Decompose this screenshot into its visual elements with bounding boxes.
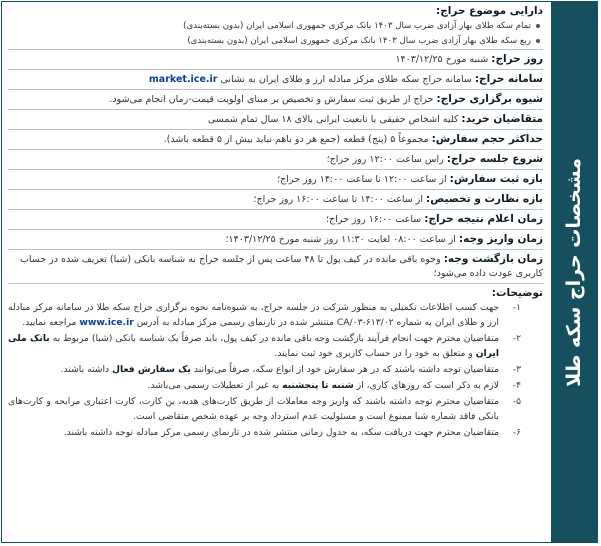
note-item — [8, 331, 543, 361]
note-number: ۱- — [512, 302, 521, 313]
note-number: ۵- — [512, 396, 521, 407]
row-method — [8, 90, 543, 110]
row-max-order — [8, 130, 543, 150]
market-link[interactable]: market.ice.ir — [148, 74, 218, 85]
assets-block — [8, 2, 543, 50]
row-buyers — [8, 110, 543, 130]
system-value: سامانه حراج سکه طلای مرکز مبادله ارز و طلای ایران به نشانی — [220, 74, 472, 85]
row-date — [8, 50, 543, 70]
supervision-label: بازه نظارت و تخصیص: — [426, 193, 543, 205]
content — [2, 2, 551, 542]
note-emphasis: یک سفارش فعال — [112, 364, 191, 375]
note-number: ۴- — [512, 380, 521, 391]
ice-link[interactable]: www.ice.ir — [79, 317, 134, 328]
method-value: حراج از طریق ثبت سفارش و تخصیص بر مبنای اولویت قیمت-زمان انجام می‌شود. — [109, 94, 434, 105]
note-number: ۶- — [512, 427, 521, 438]
note-text: متقاضیان محترم جهت دریافت سکه، به جدول زمانی منتشر شده در تارنمای رسمی مرکز مبادله توجه داشته باشند. — [63, 427, 499, 438]
refund-value: وجوه باقی مانده در کیف پول تا ۴۸ ساعت پس از جلسه حراج به شناسه بانکی (شبا) تعریف شده در حساب کاربری عودت داده می‌شود؛ — [19, 254, 543, 279]
note-number: ۳- — [512, 364, 521, 375]
note-item — [8, 425, 543, 440]
note-text: داشته باشند. — [60, 364, 110, 375]
note-text: لازم به ذکر است که روزهای کاری، از — [356, 380, 499, 391]
note-number: ۲- — [512, 333, 521, 344]
row-results — [8, 210, 543, 230]
row-start — [8, 150, 543, 170]
info-frame — [1, 1, 598, 543]
note-text: متقاضیان محترم توجه داشته باشند که واریز وجه معاملات از طریق کارت‌های هدیه، بن کارت، کارت اعتباری مرابحه و کارت‌های بانکی فاقد شماره شبا ممنوع است و مسئولیت عدم استرداد وجه بر عهده شخص متقاضی است. — [8, 396, 499, 422]
note-item — [8, 394, 543, 424]
asset-item: ربع سکه طلای بهار آزادی ضرب سال ۱۴۰۳ بانک مرکزی جمهوری اسلامی ایران (بدون بسته‌بندی) — [8, 35, 531, 47]
results-value: ساعت ۱۶:۰۰ روز حراج؛ — [325, 214, 422, 225]
row-order-window — [8, 170, 543, 190]
order-window-value: از ساعت ۱۲:۰۰ تا ساعت ۱۴:۰۰ روز حراج؛ — [277, 174, 447, 185]
supervision-value: از ساعت ۱۴:۰۰ تا ساعت ۱۶:۰۰ روز حراج؛ — [253, 194, 423, 205]
note-text: و متعلق به خود را در حساب کاربری خود ثبت نمایند. — [274, 348, 473, 359]
start-value: راس ساعت ۱۲:۰۰ روز حراج؛ — [326, 154, 444, 165]
payment-value: از ساعت ۰۸:۰۰ لغایت ۱۱:۳۰ روز شنبه مورخ ۱۴۰۳/۱۲/۲۵؛ — [225, 234, 456, 245]
date-value: شنبه مورخ ۱۴۰۳/۱۲/۲۵ — [395, 54, 489, 65]
buyers-label: متقاضیان خرید: — [461, 113, 543, 125]
buyers-value: کلیه اشخاص حقیقی با تابعیت ایرانی بالای ۱۸ سال تمام شمسی — [207, 114, 459, 125]
note-text: متقاضیان محترم جهت انجام فرآیند بازگشت وجه باقی مانده در کیف پول، باید صرفاً یک شناسه بانکی (شبا) مربوط به — [52, 333, 499, 344]
method-label: شیوه برگزاری حراج: — [436, 93, 543, 105]
system-label: سامانه حراج: — [474, 73, 543, 85]
date-label: روز حراج: — [491, 53, 543, 65]
note-item — [8, 362, 543, 377]
order-window-label: بازه ثبت سفارش: — [449, 173, 543, 185]
refund-label: زمان بازگشت وجه: — [443, 253, 543, 265]
note-text: جهت کسب اطلاعات تکمیلی به منظور شرکت در جلسه حراج، به شیوه‌نامه نحوه برگزاری حراج سکه طلا در سامانه مرکز مبادله ارز و طلای ایران به شماره CA/۰۳-۶۱۳/۰۲ منتشر شده در تارنمای رسمی مرکز مبادله به آدرس — [8, 302, 499, 328]
note-emphasis: شنبه تا پنجشنبه — [282, 380, 354, 391]
row-system — [8, 70, 543, 90]
note-text: متقاضیان توجه داشته باشند که در هر سفارش خود از انواع سکه، صرفاً می‌توانند — [193, 364, 499, 375]
results-label: زمان اعلام نتیجه حراج: — [424, 213, 543, 225]
row-supervision — [8, 190, 543, 210]
row-payment — [8, 230, 543, 250]
note-text: مراجعه نمایید. — [22, 317, 77, 328]
max-order-label: حداکثر حجم سفارش: — [431, 133, 543, 145]
note-item — [8, 378, 543, 393]
row-refund — [8, 250, 543, 284]
max-order-value: مجموعاً ۵ (پنج) قطعه (جمع هر دو باهم نباید بیش از ۵ قطعه باشد). — [163, 134, 429, 145]
asset-item: تمام سکه طلای بهار آزادی ضرب سال ۱۴۰۳ بانک مرکزی جمهوری اسلامی ایران (بدون بسته‌بندی) — [8, 20, 531, 32]
assets-label: دارایی موضوع حراج: — [436, 5, 543, 17]
note-item — [8, 300, 543, 330]
sidebar-title: مشخصات حراج سکه طلا — [563, 157, 585, 387]
sidebar — [551, 2, 597, 542]
note-emphasis: بانک ملی ایران — [8, 333, 499, 359]
payment-label: زمان واریز وجه: — [458, 233, 543, 245]
note-text: به غیر از تعطیلات رسمی می‌باشد. — [147, 380, 280, 391]
start-label: شروع جلسه حراج: — [446, 153, 543, 165]
notes-title: توضیحات: — [491, 287, 543, 299]
